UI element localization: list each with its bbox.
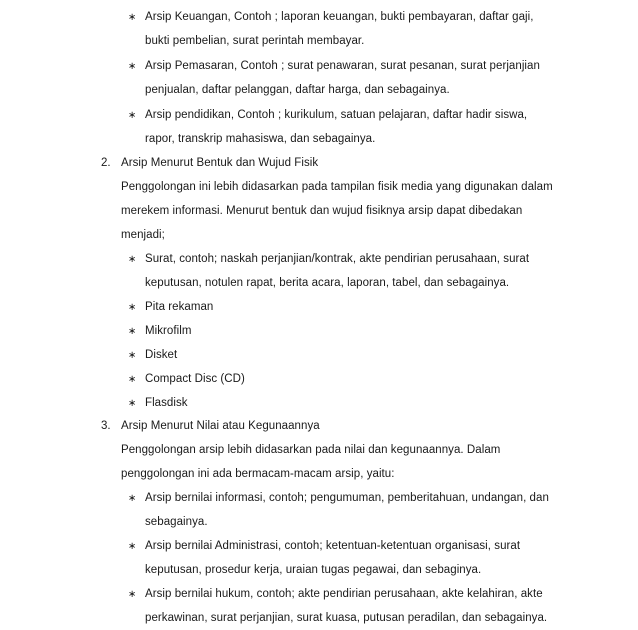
list-item-line: Arsip Keuangan, Contoh ; laporan keuangan, bukti pembayaran, daftar gaji,	[145, 11, 534, 23]
bullet-icon: ∗	[128, 589, 137, 600]
bullet-icon: ∗	[128, 61, 137, 72]
bullet-icon: ∗	[128, 493, 137, 504]
bullet-icon: ∗	[128, 374, 137, 385]
list-item-line: keputusan, prosedur kerja, uraian tugas pegawai, dan sebaginya.	[145, 564, 482, 576]
bullet-icon: ∗	[128, 350, 137, 361]
list-item-line: Disket	[145, 349, 178, 361]
list-item-line: perkawinan, surat perjanjian, surat kuasa, putusan peradilan, dan sebagainya.	[145, 612, 548, 624]
section-number: 2.	[101, 157, 111, 169]
bullet-icon: ∗	[128, 254, 137, 265]
list-item-line: Arsip Pemasaran, Contoh ; surat penawaran, surat pesanan, surat perjanjian	[145, 60, 540, 72]
list-item-line: keputusan, notulen rapat, berita acara, laporan, tabel, dan sebagainya.	[145, 277, 510, 289]
list-item-line: Arsip bernilai Administrasi, contoh; ketentuan-ketentuan organisasi, surat	[145, 540, 521, 552]
bullet-icon: ∗	[128, 398, 137, 409]
paragraph-line: penggolongan ini ada bermacam-macam arsip, yaitu:	[121, 468, 395, 480]
list-item-line: Arsip pendidikan, Contoh ; kurikulum, satuan pelajaran, daftar hadir siswa,	[145, 109, 528, 121]
list-item-line: Flasdisk	[145, 397, 188, 409]
section-heading: Arsip Menurut Bentuk dan Wujud Fisik	[121, 157, 319, 169]
list-item-line: bukti pembelian, surat perintah membayar.	[145, 35, 365, 47]
bullet-icon: ∗	[128, 326, 137, 337]
bullet-icon: ∗	[128, 541, 137, 552]
list-item-line: Surat, contoh; naskah perjanjian/kontrak, akte pendirian perusahaan, surat	[145, 253, 530, 265]
paragraph-line: merekem informasi. Menurut bentuk dan wujud fisiknya arsip dapat dibedakan	[121, 205, 523, 217]
paragraph-line: menjadi;	[121, 229, 165, 241]
list-item-line: Compact Disc (CD)	[145, 373, 245, 385]
bullet-icon: ∗	[128, 12, 137, 23]
list-item-line: sebagainya.	[145, 516, 208, 528]
list-item-line: Arsip bernilai hukum, contoh; akte pendirian perusahaan, akte kelahiran, akte	[145, 588, 543, 600]
section-heading: Arsip Menurut Nilai atau Kegunaannya	[121, 420, 320, 432]
paragraph-line: Penggolongan arsip lebih didasarkan pada nilai dan kegunaannya. Dalam	[121, 444, 501, 456]
list-item-line: penjualan, daftar pelanggan, daftar harga, dan sebagainya.	[145, 84, 450, 96]
list-item-line: rapor, transkrip mahasiswa, dan sebagainya.	[145, 133, 376, 145]
section-number: 3.	[101, 420, 111, 432]
bullet-icon: ∗	[128, 110, 137, 121]
paragraph-line: Penggolongan ini lebih didasarkan pada tampilan fisik media yang digunakan dalam	[121, 181, 553, 193]
list-item-line: Arsip bernilai informasi, contoh; pengumuman, pemberitahuan, undangan, dan	[145, 492, 549, 504]
list-item-line: Mikrofilm	[145, 325, 192, 337]
list-item-line: Pita rekaman	[145, 301, 214, 313]
bullet-icon: ∗	[128, 302, 137, 313]
